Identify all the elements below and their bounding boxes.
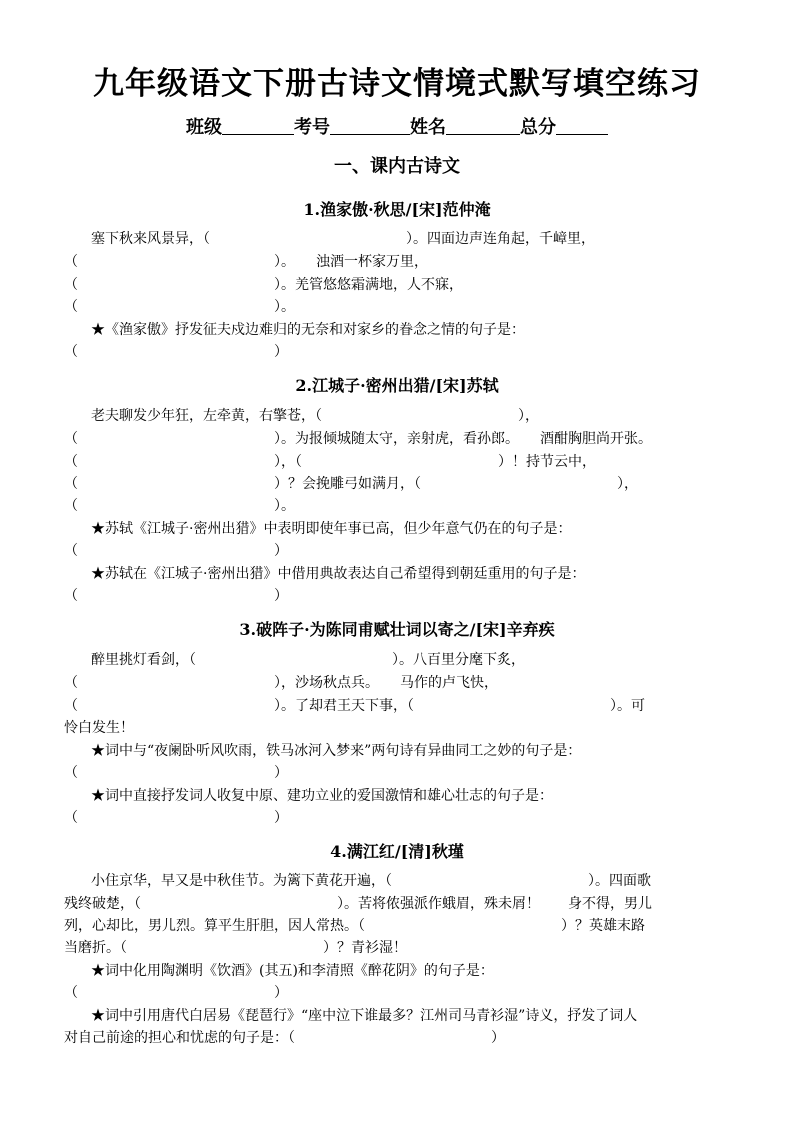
poem-line: （ ）。羌管悠悠霜满地，人不寐， [64,277,463,293]
poem-title: 2.江城子·密州出猎/[宋]苏轼 [295,376,499,395]
poem-line: 当磨折。（ ）？青衫湿！ [64,940,407,956]
question-line: 对自己前途的担心和忧虑的句子是：（ ） [64,1030,505,1046]
poem-line: （ ），沙场秋点兵。 马作的卢飞快， [64,675,498,691]
answer-line: （ ） [64,765,288,781]
poem-line: 醉里挑灯看剑，（ ）。八百里分麾下炙， [91,652,525,668]
number-blank[interactable] [330,116,410,135]
question-line: ★词中直接抒发词人收复中原、建功立业的爱国激情和雄心壮志的句子是： [91,788,553,804]
poem-line: （ ）。 浊酒一杯家万里， [64,254,428,270]
answer-line: （ ） [64,985,288,1001]
name-blank[interactable] [446,116,520,135]
answer-line: （ ） [64,344,288,360]
poem-line: 怜白发生！ [64,720,134,736]
poem-line: （ ）。 [64,299,295,315]
name-label: 姓名 [410,117,446,138]
poem-title: 4.满江红/[清]秋瑾 [330,842,464,861]
poem-line: 列，心却比，男儿烈。算平生肝胆，因人常热。（ ）？英雄末路 [64,918,645,934]
poem-line: 塞下秋来风景异，（ ）。四面边声连角起，千嶂里， [91,231,595,247]
score-label: 总分 [520,117,556,138]
score-blank[interactable] [556,116,608,135]
answer-line: （ ） [64,588,288,604]
question-line: ★词中化用陶渊明《饮酒》(其五)和李清照《醉花阴》的句子是： [91,963,494,979]
question-line: ★苏轼在《江城子·密州出猎》中借用典故表达自己希望得到朝廷重用的句子是： [91,566,586,582]
poem-line: （ ）。了却君王天下事，（ ）。可 [64,698,645,714]
poem-line: 残终破楚，（ ）。苦将侬强派作蛾眉，殊未屑！ 身不得，男儿 [64,896,652,912]
number-label: 考号 [294,117,330,138]
answer-line: （ ） [64,810,288,826]
class-label: 班级 [186,117,222,138]
poem-line: （ ）？会挽雕弓如满月，（ ）， [64,476,638,492]
poem-line: （ ）。为报倾城随太守，亲射虎，看孙郎。 酒酣胸胆尚开张。 [64,431,652,447]
section-heading: 一、课内古诗文 [334,156,460,177]
poem-title: 3.破阵子·为陈同甫赋壮词以寄之/[宋]辛弃疾 [239,620,555,639]
poem-line: 小住京华，早又是中秋佳节。为篱下黄花开遍，（ ）。四面歌 [91,873,651,889]
answer-line: （ ） [64,543,288,559]
poem-title: 1.渔家傲·秋思/[宋]范仲淹 [303,200,491,219]
question-line: ★《渔家傲》抒发征夫戍边难归的无奈和对家乡的眷念之情的句子是： [91,322,525,338]
question-line: ★词中引用唐代白居易《琵琶行》“座中泣下谁最多？江州司马青衫湿”诗义，抒发了词人 [91,1008,638,1024]
poem-line: （ ）。 [64,498,295,514]
student-info-line [0,113,794,139]
question-line: ★苏轼《江城子·密州出猎》中表明即使年事已高，但少年意气仍在的句子是： [91,521,572,537]
class-blank[interactable] [222,116,294,135]
page-title: 九年级语文下册古诗文情境式默写填空练习 [93,66,701,102]
question-line: ★词中与“夜阑卧听风吹雨，铁马冰河入梦来”两句诗有异曲同工之妙的句子是： [91,743,582,759]
poem-line: 老夫聊发少年狂，左牵黄，右擎苍，（ ）， [91,408,539,424]
poem-line: （ ），（ ）！持节云中， [64,454,596,470]
